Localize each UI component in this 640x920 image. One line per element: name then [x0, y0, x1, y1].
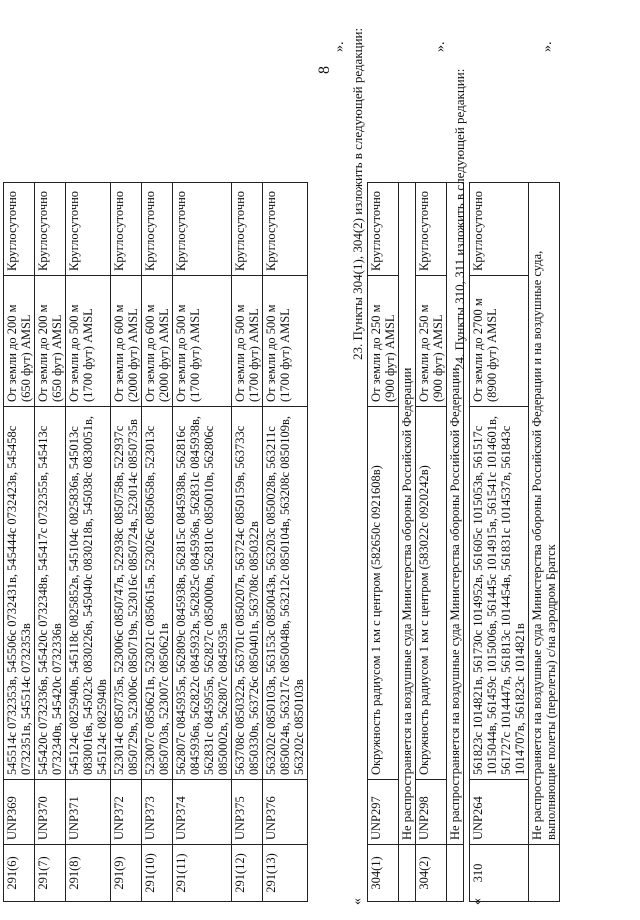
altitude-limits: От земли до 250 м (900 фут) AMSL	[416, 276, 447, 407]
note-row	[399, 183, 416, 902]
table-row	[111, 183, 142, 902]
boundary-coordinates: 523014с 0850735в, 523006с 0850747в, 522938с 0850758в, 522937с 0850729в, 523006с 0850719в, 523016с 0850724в, 523014с 0850735в	[111, 407, 142, 780]
item-number: 291(11)	[173, 845, 232, 902]
operating-time: Круглосуточно	[470, 183, 529, 276]
boundary-coordinates: 563202с 0850103в, 563153с 0850043в, 563203с 0850028в, 563211с 0850024в, 563217с 0850048в, 563212с 0850104в, 563208с 0850109в, 563202с 0850103в	[263, 407, 308, 780]
operating-time: Круглосуточно	[142, 183, 173, 276]
table-row	[173, 183, 232, 902]
section-23-heading: 23. Пункты 304(1), 304(2) изложить в следующей редакции:	[350, 27, 365, 360]
zone-code: UNP372	[111, 780, 142, 845]
zone-code: UNP264	[470, 780, 529, 845]
table-row	[263, 183, 308, 902]
item-number: 310	[470, 845, 529, 902]
item-number: 291(6)	[4, 845, 35, 902]
altitude-limits: От земли до 500 м (1700 фут) AMSL	[66, 276, 111, 407]
boundary-coordinates: Окружность радиусом 1 км с центром (583022с 0920242в)	[416, 407, 447, 780]
zone-code: UNP369	[4, 780, 35, 845]
zone-code: UNP297	[368, 780, 399, 845]
restriction-note: Не распространяется на воздушные суда Министерства обороны Российской Федерации	[447, 183, 464, 845]
airspace-table-291	[3, 182, 308, 902]
closing-quote: ».	[433, 41, 448, 52]
item-number: 304(1)	[368, 845, 399, 902]
altitude-limits: От земли до 250 м (900 фут) AMSL	[368, 276, 399, 407]
boundary-coordinates: 545514с 0732353в, 545506с 0732431в, 545444с 0732423в, 545458с 0732351в, 545514с 0732353в	[4, 407, 35, 780]
zone-code: UNP373	[142, 780, 173, 845]
closing-quote: ».	[540, 41, 555, 52]
boundary-coordinates: 562807с 0845935в, 562809с 0845938в, 562815с 0845938в, 562816с 0845936в, 562822с 0845932в, 562825с 0845936в, 562831с 0845938в, 562831с 0845955в, 562827с 0850000в, 562810с 0850010в, 562806с 0850002в, 562807с 0845935в	[173, 407, 232, 780]
zone-code: UNP376	[263, 780, 308, 845]
item-number: 291(10)	[142, 845, 173, 902]
operating-time: Круглосуточно	[111, 183, 142, 276]
empty-cell	[529, 845, 560, 902]
empty-cell	[399, 845, 416, 902]
item-number: 291(9)	[111, 845, 142, 902]
boundary-coordinates: 563708с 0850322в, 563701с 0850207в, 563724с 0850159в, 563733с 0850330в, 563726с 0850401в, 563708с 0850322в	[232, 407, 263, 780]
item-number: 291(8)	[66, 845, 111, 902]
altitude-limits: От земли до 500 м (1700 фут) AMSL	[232, 276, 263, 407]
restriction-note: Не распространяется на воздушные суда Министерства обороны Российской Федерации и на воздушные суда, выполняющие полеты (перелеты) с/на аэродром Братск	[529, 183, 560, 845]
section-24-heading: 24. Пункты 310, 311 изложить в следующей редакции:	[452, 68, 467, 370]
opening-quote: «	[470, 898, 485, 905]
operating-time: Круглосуточно	[66, 183, 111, 276]
airspace-table-310	[469, 182, 560, 902]
opening-quote: «	[350, 898, 365, 905]
table-row	[470, 183, 529, 902]
altitude-limits: От земли до 600 м (2000 фут) AMSL	[111, 276, 142, 407]
altitude-limits: От земли до 2700 м (8900 фут) AMSL	[470, 276, 529, 407]
operating-time: Круглосуточно	[416, 183, 447, 276]
zone-code: UNP375	[232, 780, 263, 845]
table-row	[4, 183, 35, 902]
table-row	[142, 183, 173, 902]
altitude-limits: От земли до 600 м (2000 фут) AMSL	[142, 276, 173, 407]
zone-code: UNP374	[173, 780, 232, 845]
altitude-limits: От земли до 500 м (1700 фут) AMSL	[263, 276, 308, 407]
boundary-coordinates: 523007с 0850621в, 523021с 0850615в, 523026с 0850658в, 523013с 0850703в, 523007с 0850621в	[142, 407, 173, 780]
boundary-coordinates: 561823с 1014821в, 561730с 1014952в, 561605с 1015053в, 561517с 1015044в, 561459с 1015006в, 561445с 1014915в, 561541с 1014601в, 561727с 1014447в, 561813с 1014454в, 561831с 1014537в, 561843с 1014707в, 561823с 1014821в	[470, 407, 529, 780]
restriction-note: Не распространяется на воздушные суда Министерства обороны Российской Федерации	[399, 183, 416, 845]
table-row	[368, 183, 399, 902]
item-number: 291(13)	[263, 845, 308, 902]
page-number: 8	[316, 66, 333, 74]
airspace-table-304	[367, 182, 464, 902]
note-row	[529, 183, 560, 902]
item-number: 291(12)	[232, 845, 263, 902]
operating-time: Круглосуточно	[263, 183, 308, 276]
zone-code: UNP370	[35, 780, 66, 845]
boundary-coordinates: 545124с 0825940в, 545118с 0825852в, 545104с 0825836в, 545013с 0830016в, 545023с 0830226в, 545040с 0830218в, 545038с 0830051в, 545124с 0825940в	[66, 407, 111, 780]
table-row	[35, 183, 66, 902]
operating-time: Круглосуточно	[4, 183, 35, 276]
zone-code: UNP298	[416, 780, 447, 845]
zone-code: UNP371	[66, 780, 111, 845]
table-row	[416, 183, 447, 902]
table-row	[66, 183, 111, 902]
boundary-coordinates: Окружность радиусом 1 км с центром (582650с 0921608в)	[368, 407, 399, 780]
operating-time: Круглосуточно	[173, 183, 232, 276]
operating-time: Круглосуточно	[368, 183, 399, 276]
operating-time: Круглосуточно	[232, 183, 263, 276]
altitude-limits: От земли до 500 м (1700 фут) AMSL	[173, 276, 232, 407]
boundary-coordinates: 545420с 0732336в, 545420с 0732348в, 545417с 0732355в, 545413с 0732340в, 545420с 0732336в	[35, 407, 66, 780]
item-number: 291(7)	[35, 845, 66, 902]
altitude-limits: От земли до 200 м (650 фут) AMSL	[35, 276, 66, 407]
operating-time: Круглосуточно	[35, 183, 66, 276]
item-number: 304(2)	[416, 845, 447, 902]
altitude-limits: От земли до 200 м (650 фут) AMSL	[4, 276, 35, 407]
empty-cell	[447, 845, 464, 902]
closing-quote: ».	[332, 41, 347, 52]
table-row	[232, 183, 263, 902]
